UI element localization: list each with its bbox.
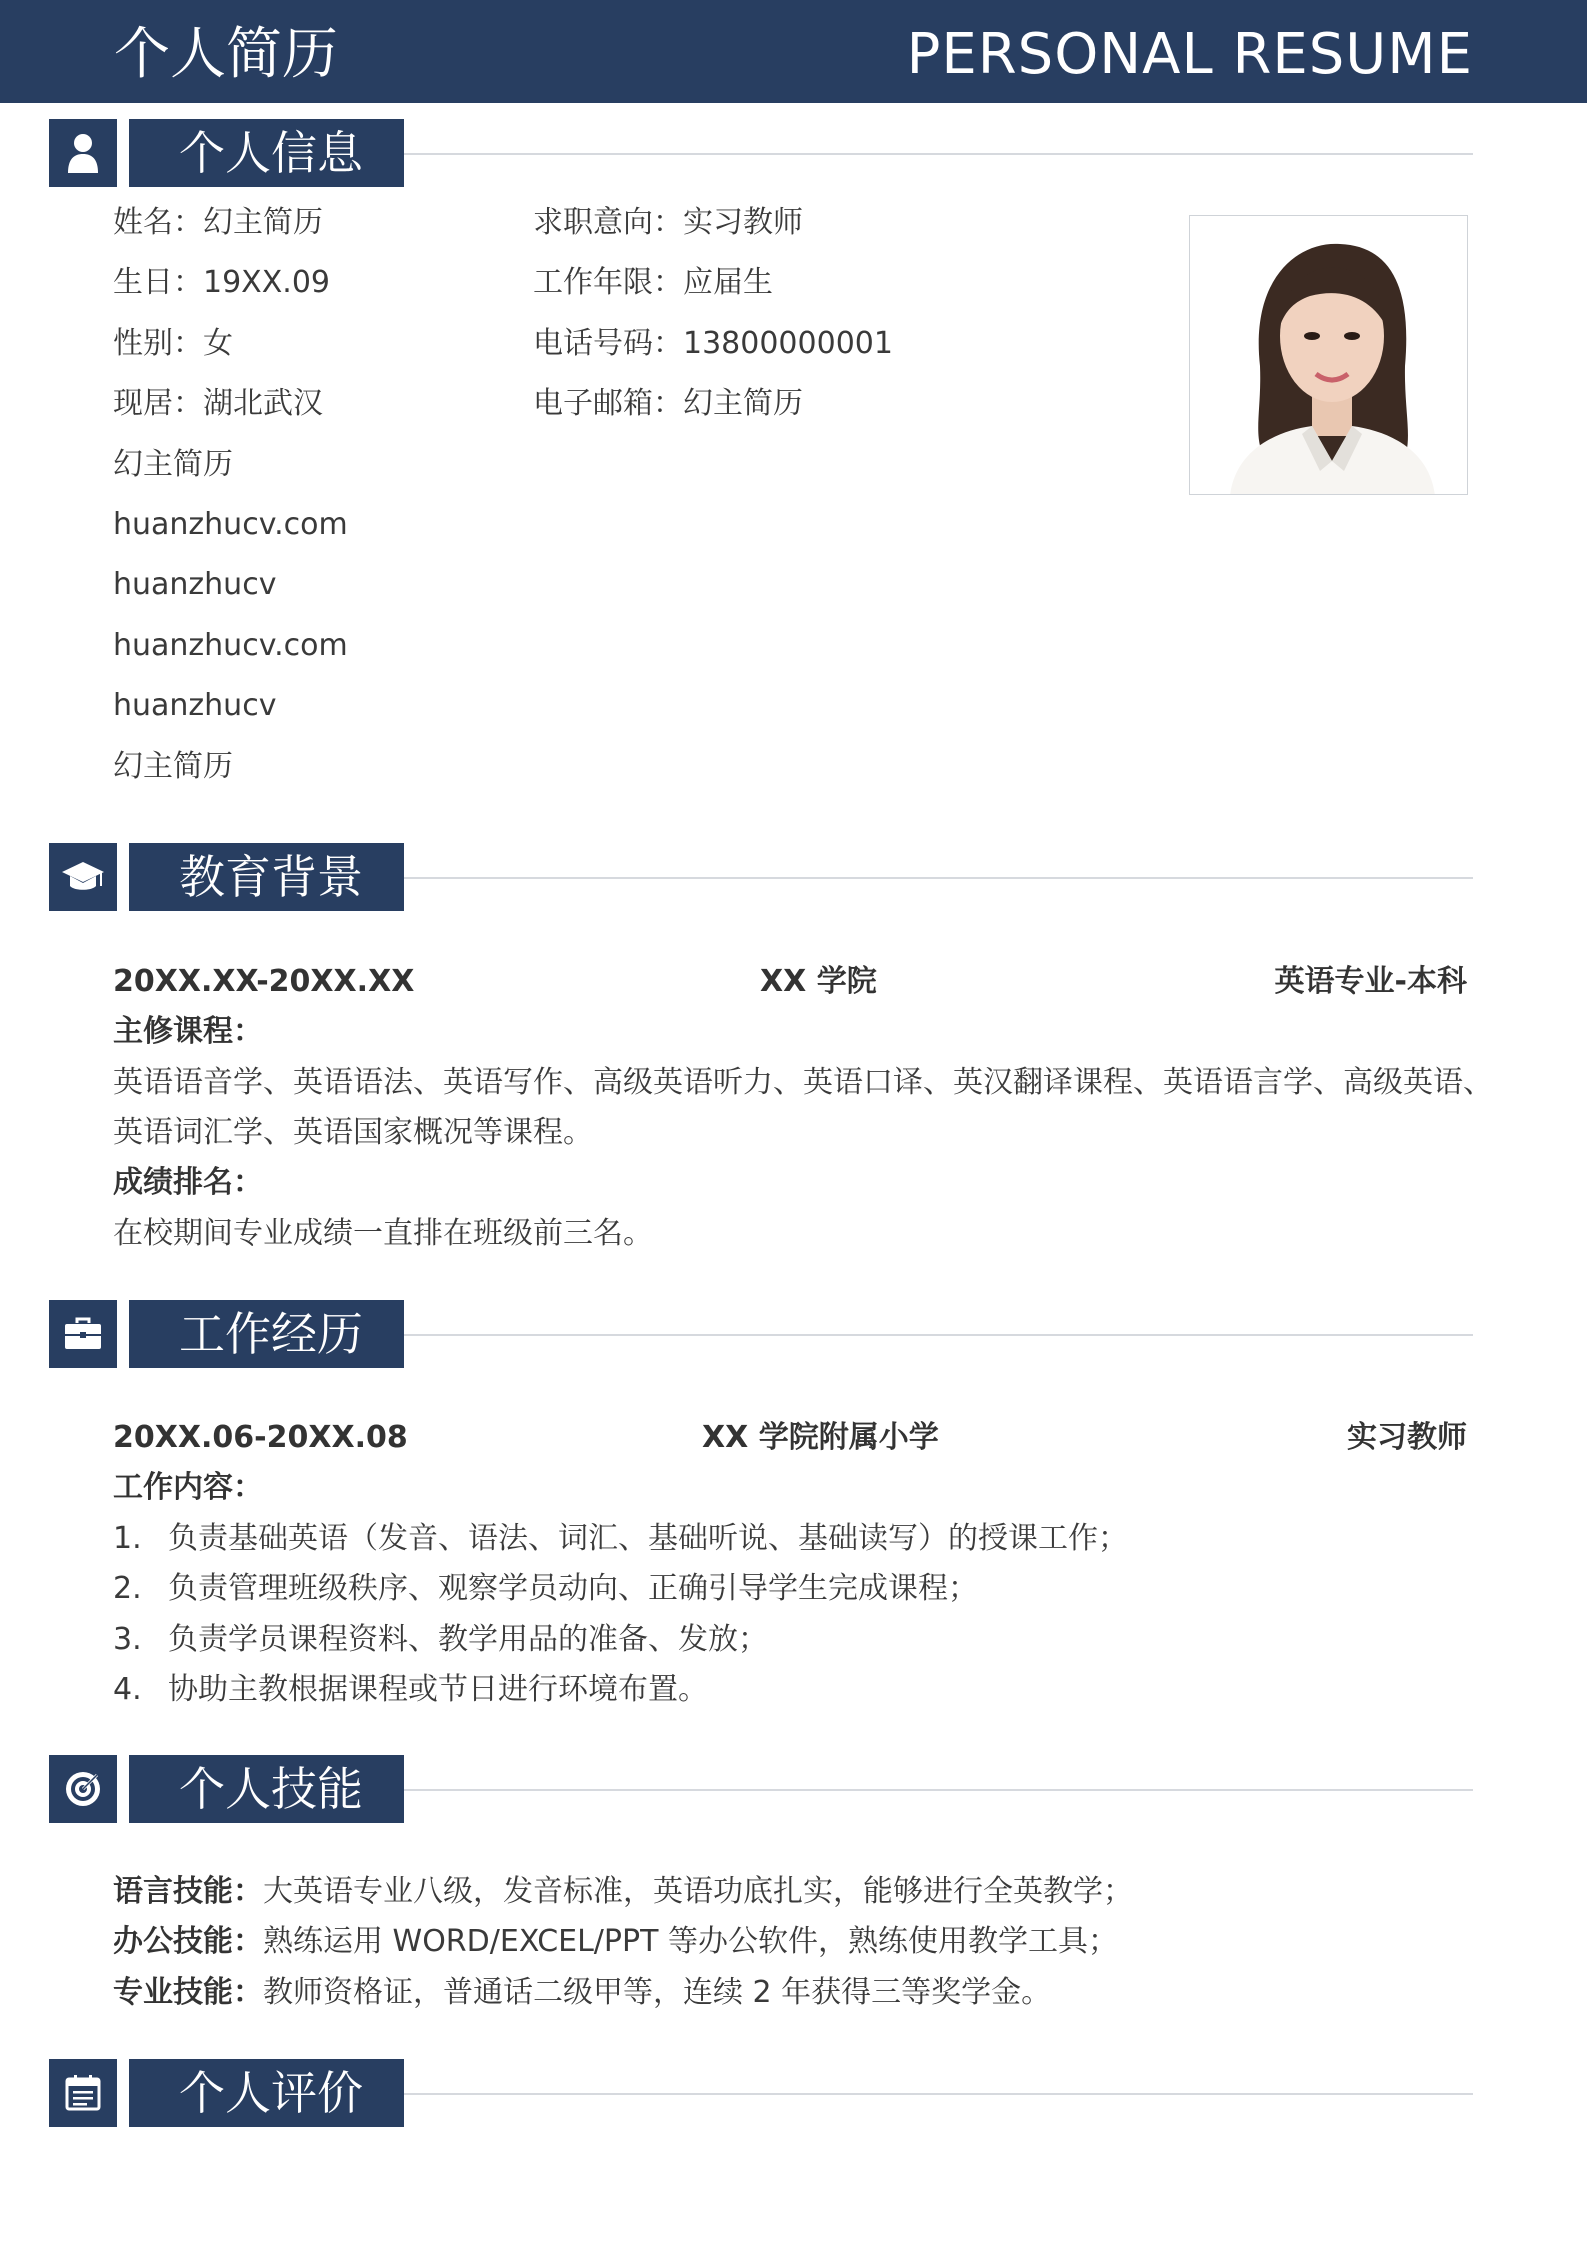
list-item-number: 1. bbox=[113, 1521, 142, 1556]
section-divider bbox=[404, 877, 1473, 879]
education-period: 20XX.XX-20XX.XX bbox=[113, 964, 415, 999]
education-rank-text: 在校期间专业成绩一直排在班级前三名。 bbox=[113, 1216, 653, 1251]
list-item: 负责管理班级秩序、观察学员动向、正确引导学生完成课程； bbox=[168, 1571, 978, 1606]
briefcase-icon bbox=[49, 1300, 117, 1368]
skill-label: 语言技能： bbox=[113, 1874, 263, 1909]
work-period: 20XX.06-20XX.08 bbox=[113, 1420, 408, 1455]
list-item: 负责基础英语（发音、语法、词汇、基础听说、基础读写）的授课工作； bbox=[168, 1521, 1128, 1556]
list-item: 协助主教根据课程或节日进行环境布置。 bbox=[168, 1672, 708, 1707]
graduation-cap-icon bbox=[49, 843, 117, 911]
info-email: 电子邮箱：幻主简历 bbox=[533, 386, 803, 421]
info-extra-4: huanzhucv.com bbox=[113, 628, 348, 663]
work-position: 实习教师 bbox=[1347, 1420, 1467, 1455]
section-divider bbox=[404, 153, 1473, 155]
section-skills bbox=[0, 1755, 1587, 1825]
info-extra-2: huanzhucv.com bbox=[113, 507, 348, 542]
info-extra-6: 幻主简历 bbox=[113, 749, 233, 784]
work-company: XX 学院附属小学 bbox=[702, 1420, 939, 1455]
skill-label: 办公技能： bbox=[113, 1924, 263, 1959]
skill-item bbox=[113, 1973, 1051, 2013]
section-evaluation bbox=[0, 2059, 1587, 2129]
calendar-icon bbox=[49, 2059, 117, 2127]
list-item-number: 2. bbox=[113, 1571, 142, 1606]
section-divider bbox=[404, 2093, 1473, 2095]
skill-item bbox=[113, 1872, 1133, 1912]
header-bar bbox=[0, 0, 1587, 103]
info-gender: 性别：女 bbox=[113, 326, 233, 361]
skill-item bbox=[113, 1922, 1118, 1962]
section-title: 教育背景 bbox=[129, 843, 404, 911]
info-name: 姓名：幻主简历 bbox=[113, 205, 323, 240]
education-courses-line1: 英语语音学、英语语法、英语写作、高级英语听力、英语口译、英汉翻译课程、英语语言学、高级英语、 bbox=[113, 1065, 1493, 1100]
info-extra-3: huanzhucv bbox=[113, 567, 277, 602]
section-title: 个人信息 bbox=[129, 119, 404, 187]
skill-label: 专业技能： bbox=[113, 1975, 263, 2010]
education-major: 英语专业-本科 bbox=[1274, 964, 1467, 999]
section-personal-info bbox=[0, 119, 1587, 189]
info-extra-1: 幻主简历 bbox=[113, 447, 233, 482]
section-title: 个人技能 bbox=[129, 1755, 404, 1823]
section-title: 工作经历 bbox=[129, 1300, 404, 1368]
work-content-label: 工作内容： bbox=[113, 1470, 263, 1505]
list-item: 负责学员课程资料、教学用品的准备、发放； bbox=[168, 1622, 768, 1657]
skill-text: 教师资格证，普通话二级甲等，连续 2 年获得三等奖学金。 bbox=[263, 1975, 1052, 2010]
education-courses-label: 主修课程： bbox=[113, 1014, 263, 1049]
header-title-cn: 个人简历 bbox=[114, 22, 338, 87]
section-education bbox=[0, 843, 1587, 913]
profile-photo bbox=[1189, 215, 1468, 495]
info-work-years: 工作年限：应届生 bbox=[533, 265, 773, 300]
person-icon bbox=[49, 119, 117, 187]
education-school: XX 学院 bbox=[760, 964, 877, 999]
skill-text: 大英语专业八级，发音标准，英语功底扎实，能够进行全英教学； bbox=[263, 1874, 1133, 1909]
education-courses-line2: 英语词汇学、英语国家概况等课程。 bbox=[113, 1115, 593, 1150]
info-extra-5: huanzhucv bbox=[113, 688, 277, 723]
list-item-number: 3. bbox=[113, 1622, 142, 1657]
skill-text: 熟练运用 WORD/EXCEL/PPT 等办公软件，熟练使用教学工具； bbox=[263, 1924, 1118, 1959]
header-title-en: PERSONAL RESUME bbox=[906, 22, 1473, 87]
list-item-number: 4. bbox=[113, 1672, 142, 1707]
section-divider bbox=[404, 1334, 1473, 1336]
target-icon bbox=[49, 1755, 117, 1823]
info-job-intention: 求职意向：实习教师 bbox=[533, 205, 803, 240]
education-rank-label: 成绩排名： bbox=[113, 1165, 263, 1200]
section-title: 个人评价 bbox=[129, 2059, 404, 2127]
info-residence: 现居：湖北武汉 bbox=[113, 386, 323, 421]
info-birthday: 生日：19XX.09 bbox=[113, 265, 330, 300]
section-divider bbox=[404, 1789, 1473, 1791]
section-work bbox=[0, 1300, 1587, 1370]
info-phone: 电话号码：13800000001 bbox=[533, 326, 893, 361]
